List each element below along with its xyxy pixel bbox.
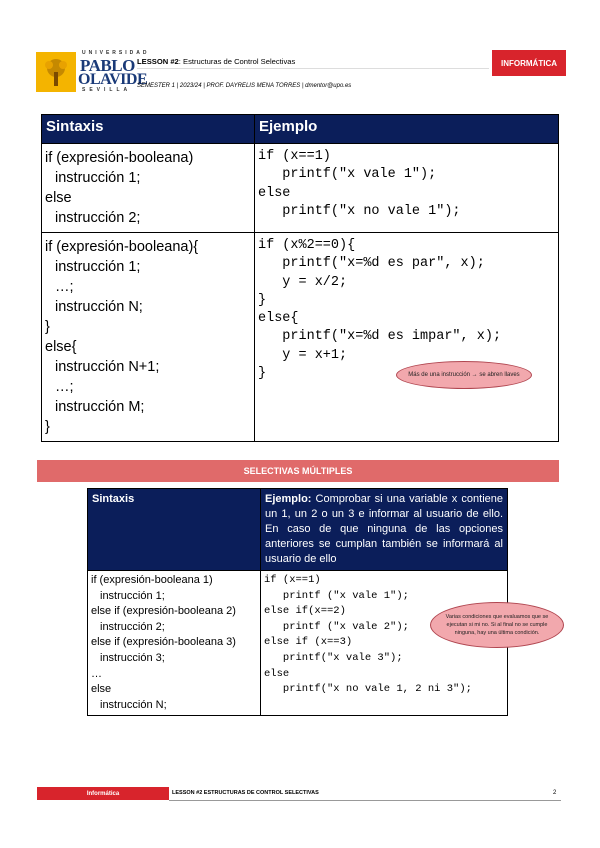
footer-subject: Informática [37, 787, 169, 800]
syntax-line: if (expresión-booleana 1) [91, 574, 213, 586]
syntax-line: instrucción M; [55, 399, 145, 415]
syntax-cell [42, 144, 255, 233]
code-cell [255, 233, 559, 442]
selective-syntax-table [41, 114, 559, 442]
multiple-selective-table [87, 488, 508, 716]
lesson-subtitle: SEMESTER 1 | 2023/24 | PROF. DAYRELIS MENA TORRES | dmentor@upo.es [137, 83, 352, 89]
syntax-line: } [45, 419, 50, 435]
logo-bottom-text: SEVILLA [82, 87, 132, 93]
syntax-line: } [45, 319, 50, 335]
syntax-line: else [91, 683, 112, 696]
subject-badge: INFORMÁTICA [492, 50, 566, 76]
syntax-line: else if (expresión-booleana 3) [91, 636, 236, 649]
syntax-line: …; [55, 279, 74, 295]
code-example: if (x==1) printf("x vale 1"); else printf("x no vale 1"); [258, 149, 461, 219]
syntax-line: instrucción N+1; [55, 359, 160, 375]
table-row [88, 571, 508, 716]
annotation-bubble: Más de una instrucción → se abren llaves [396, 361, 532, 389]
syntax-line: …; [55, 379, 74, 395]
header-divider [137, 68, 489, 69]
header-example: Ejemplo [255, 115, 559, 144]
table-header-row [88, 489, 508, 571]
logo-name-line1: PABLO [80, 56, 135, 75]
header-example-description: Comprobar si una variable x contiene un 1, un 2 o un 3 e informar al usuario de ello. En caso de que ninguna de las opciones anteriores se cumplan también se informará al usuario de ello [265, 493, 503, 565]
syntax-line: instrucción 2; [100, 620, 165, 633]
olive-tree-icon [36, 52, 76, 92]
syntax-line: else if (expresión-booleana 2) [91, 605, 236, 618]
syntax-line: instrucción 3; [100, 651, 165, 664]
table-row [42, 144, 559, 233]
header-syntax-label: Sintaxis [92, 493, 135, 505]
footer-divider [169, 800, 561, 801]
university-logo [36, 50, 150, 94]
syntax-line: instrucción N; [100, 698, 167, 711]
table-header-row [42, 115, 559, 144]
table-row [42, 233, 559, 442]
code-example: if (x==1) printf ("x vale 1"); else if(x==2) printf ("x vale 2"); else if (x==3) printf("x vale 3"); else printf("x no vale 1, 2 ni 3"); [264, 574, 472, 696]
lesson-prefix: LESSON #2 [137, 57, 179, 66]
lesson-title-text: : Estructuras de Control Selectivas [178, 57, 296, 66]
page-number: 2 [553, 790, 557, 796]
syntax-line: if (expresión-booleana){ [45, 239, 199, 255]
syntax-line: instrucción 1; [55, 170, 141, 186]
syntax-cell [88, 571, 261, 716]
syntax-line: instrucción N; [55, 299, 143, 315]
syntax-line: instrucción 1; [100, 589, 165, 602]
logo-name-line2: OLAVIDE [78, 71, 148, 88]
code-example: if (x%2==0){ printf("x=%d es par", x); y = x/2; } else{ printf("x=%d es impar", x); y = x+1; } [258, 238, 502, 382]
code-cell [255, 144, 559, 233]
syntax-line: else [45, 190, 72, 206]
header-syntax [88, 489, 261, 571]
logo-top-text: UNIVERSIDAD [82, 50, 150, 56]
syntax-line: instrucción 1; [55, 259, 141, 275]
syntax-line: … [91, 667, 102, 680]
syntax-line: else{ [45, 339, 77, 355]
annotation-bubble: Varias condiciones que evaluamos que se ejecutan si mi no. Si al final no se cumple ninguna, hay una última condición. [430, 602, 564, 648]
section-title-bar: SELECTIVAS MÚLTIPLES [37, 460, 559, 482]
lesson-title [137, 57, 295, 66]
header-example-label: Ejemplo: [265, 493, 312, 505]
syntax-cell [42, 233, 255, 442]
syntax-line: instrucción 2; [55, 210, 141, 226]
syntax-line: if (expresión-booleana) [45, 150, 194, 166]
footer-lesson: LESSON #2 ESTRUCTURAS DE CONTROL SELECTIVAS [172, 790, 319, 796]
header-example [261, 489, 508, 571]
header-syntax: Sintaxis [42, 115, 255, 144]
